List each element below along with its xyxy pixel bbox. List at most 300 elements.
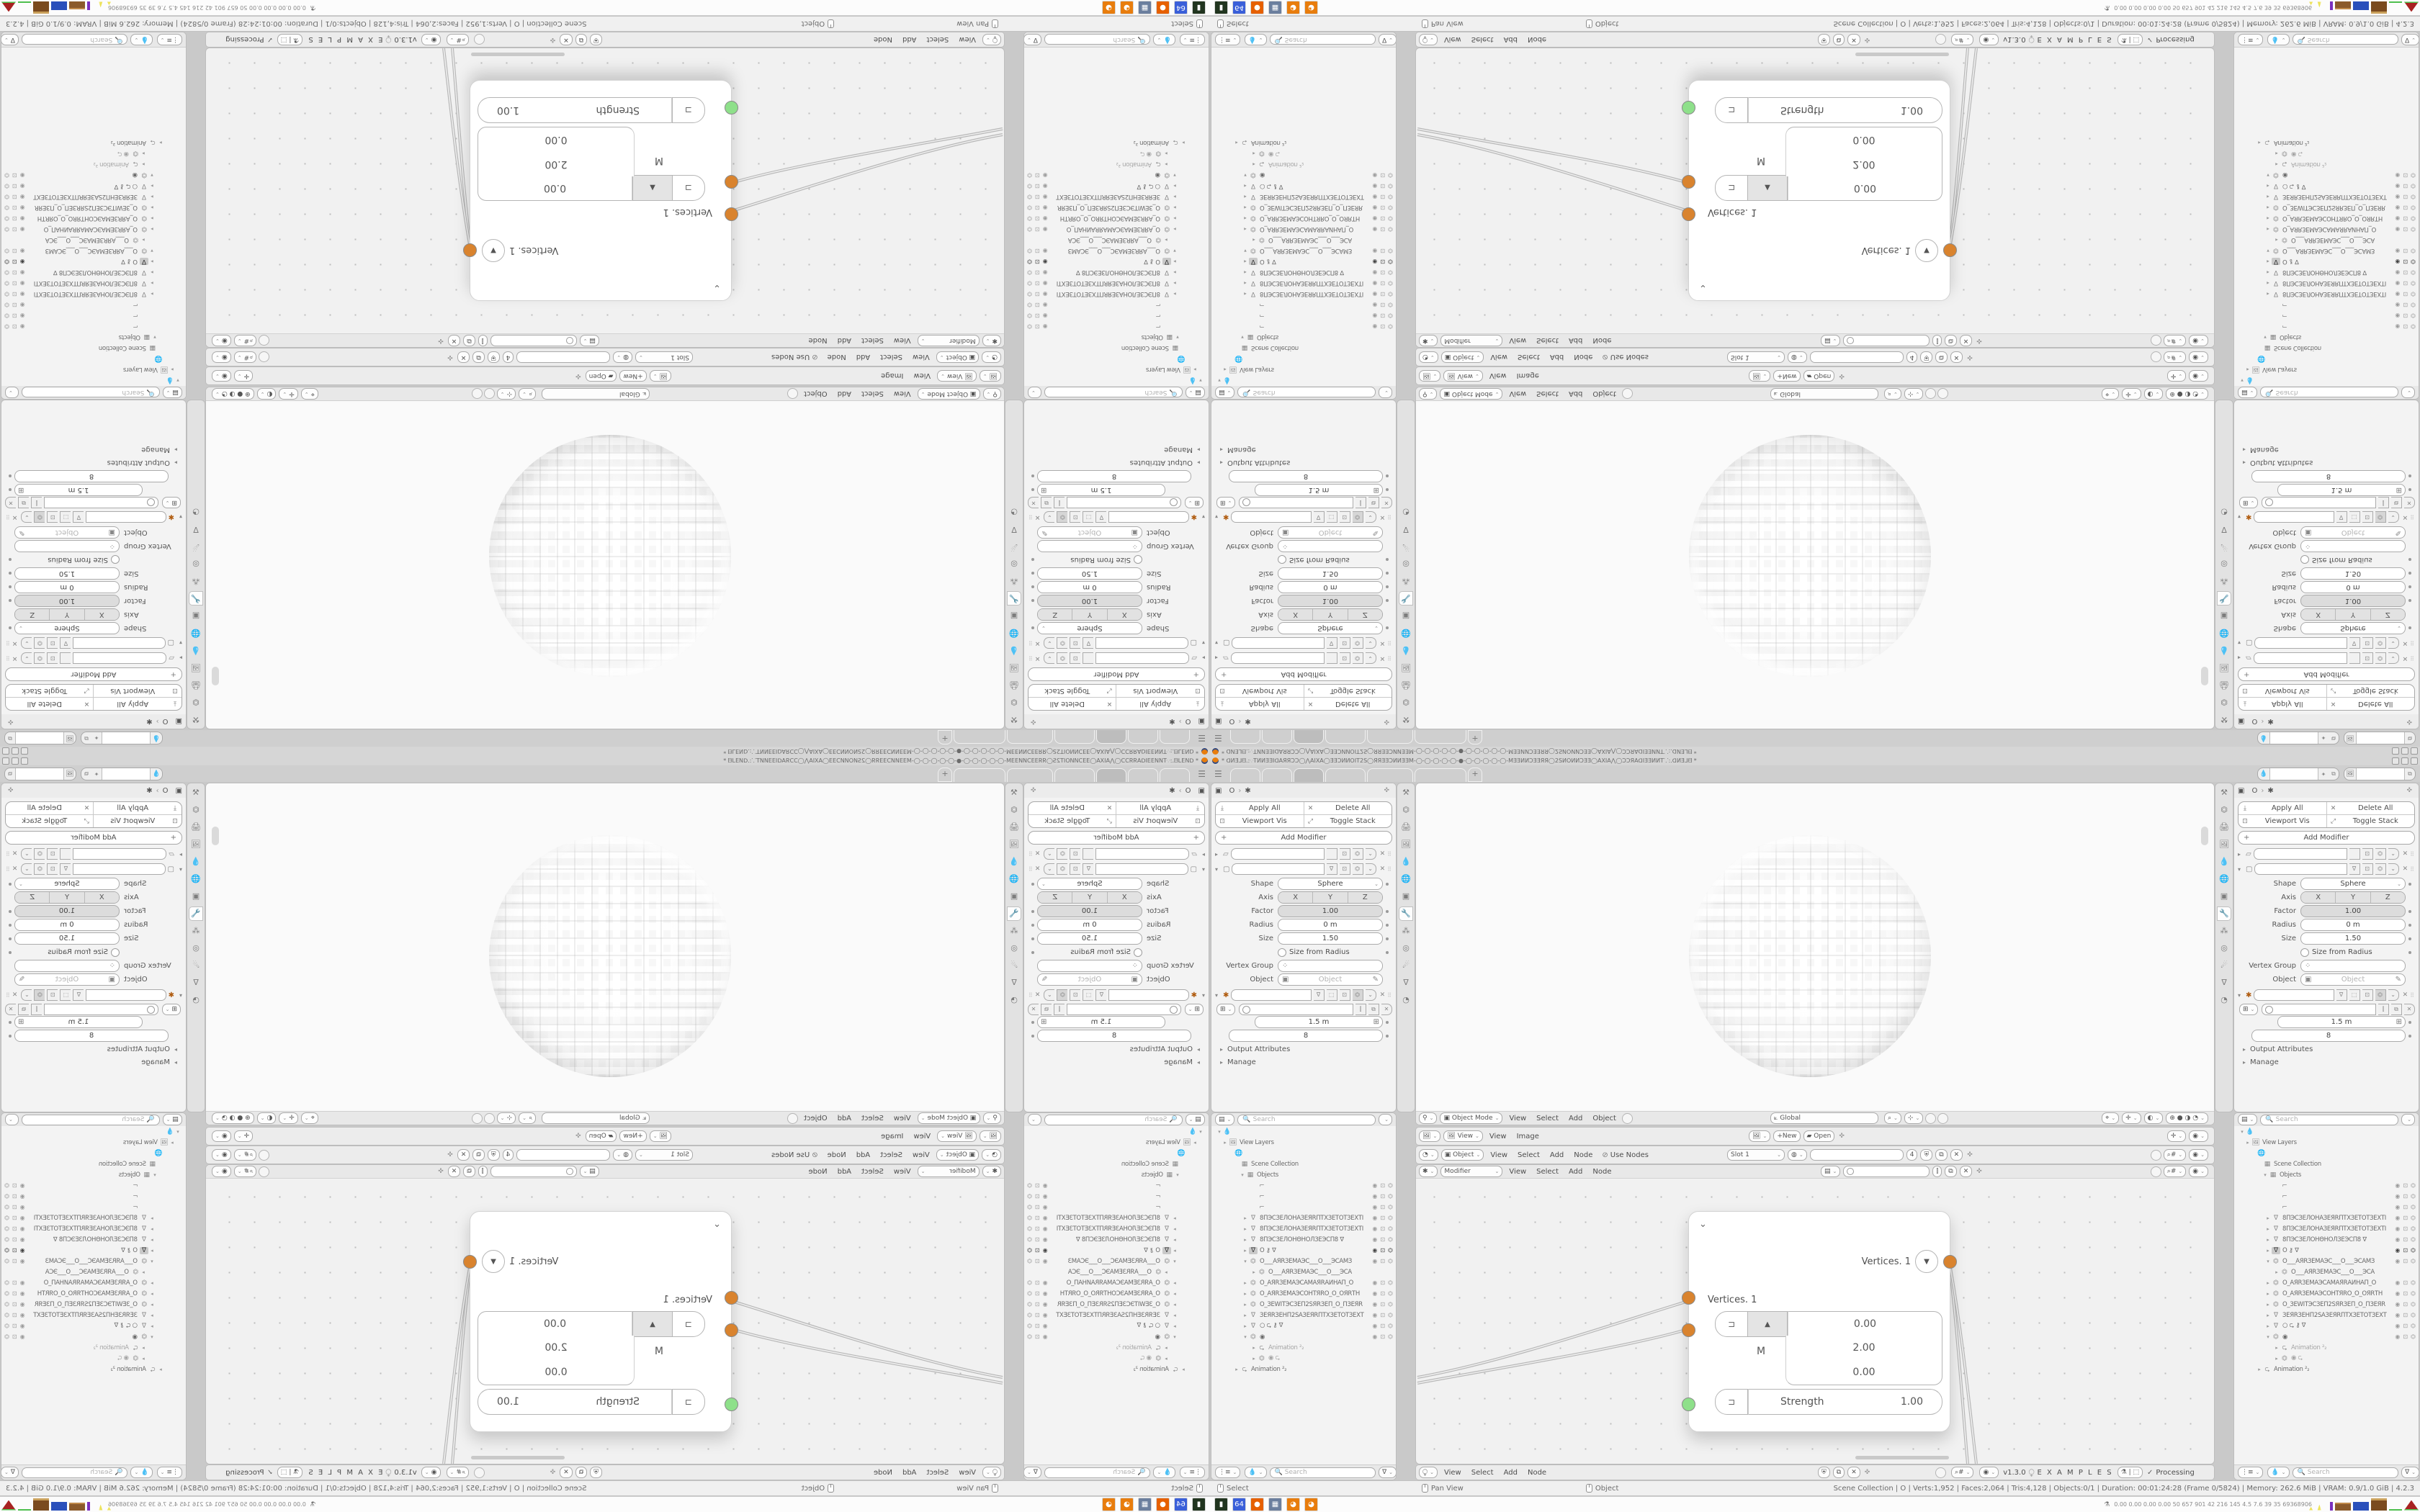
physics-tab-icon[interactable]: ◎ (192, 943, 200, 953)
eyedropper-icon[interactable]: ✎ (2395, 528, 2401, 536)
outliner-object-row[interactable] (1024, 235, 1209, 246)
material-slot-dropdown[interactable]: Slot 1 ⌄ (635, 1149, 693, 1161)
eye-icon[interactable]: ◉ (1372, 1182, 1378, 1189)
pin-icon[interactable]: ✦ (94, 734, 99, 742)
output-tab-icon[interactable]: 🖨 (1401, 822, 1411, 832)
eyedropper-icon[interactable]: ✎ (1372, 976, 1379, 984)
screen-icon[interactable]: ⊡ (1380, 312, 1386, 319)
node-canvas[interactable] (206, 48, 1004, 333)
edit-mode-toggle[interactable]: ⬚ (2349, 511, 2360, 523)
expand-icon[interactable]: ▸ (1173, 204, 1176, 211)
tool-tab-icon[interactable]: ⚒ (1402, 715, 1410, 724)
node-canvas[interactable] (1416, 48, 2214, 333)
snap-dropdown[interactable]: ⌕ ⌄ (519, 1112, 536, 1124)
object-name[interactable]: 8ПЭСЗЕЛОНАЗЕЯRПТХЗЕТОТЗЕХТI (2282, 290, 2386, 298)
screen-icon[interactable]: ⊡ (12, 215, 17, 222)
eyedropper-icon[interactable]: ✎ (19, 976, 25, 984)
addon-tools-group[interactable]: ⚗ | ⬚ (277, 34, 302, 45)
object-name[interactable]: ○ ⮎ ⚷ ∇ (114, 1321, 138, 1329)
overlays-dropdown[interactable]: ◉ ⌄ (1979, 34, 1999, 45)
viewport-vis-button[interactable]: ⊡ Viewport Vis (1116, 815, 1205, 827)
expand-icon[interactable]: ▾ (176, 1128, 179, 1135)
object-name[interactable]: ○ ⮎ ⚷ ∇ (2282, 1321, 2306, 1329)
outliner-tree-header-row[interactable] (2234, 332, 2419, 343)
screen-icon[interactable]: ⊡ (12, 1193, 17, 1200)
blender-icon[interactable]: ◕ (1304, 1498, 1318, 1511)
expand-icon[interactable]: ▸ (1244, 269, 1247, 276)
outliner-object-row[interactable] (1, 1266, 186, 1277)
object-name[interactable]: View Layers (123, 1138, 158, 1146)
object-name[interactable]: 8ПЭСЗЕЛОНАЗЕЯRПТХЗЕТОТЗЕХТI (1057, 290, 1160, 298)
screen-icon[interactable]: ⊡ (12, 1236, 17, 1243)
cast-modifier-header[interactable] (1028, 863, 1205, 876)
filter-dropdown[interactable]: ⌄ (1379, 387, 1392, 398)
object-name[interactable]: O_ЗЕWIТЭСЗЕП2SЯRЗЕП_O_ПЗЕЯR (35, 204, 138, 212)
pin-icon[interactable]: ✜ (438, 337, 444, 344)
realtime-toggle[interactable]: ⊡ (1340, 511, 1350, 523)
realtime-toggle[interactable]: ⊡ (47, 863, 58, 875)
realtime-toggle[interactable]: ⊡ (2362, 848, 2373, 860)
eye-icon[interactable]: ◉ (1042, 1215, 1048, 1221)
camera-toggle-icon[interactable]: ⏣ (1388, 312, 1393, 319)
pin-icon[interactable]: ✜ (575, 1133, 581, 1140)
screen-icon[interactable]: ⊡ (1380, 194, 1386, 200)
expand-icon[interactable]: ▸ (151, 215, 153, 222)
outliner-object-row[interactable] (1, 1331, 186, 1342)
expand-icon[interactable]: ▸ (1173, 1290, 1176, 1297)
properties-breadcrumb[interactable]: ▣ O › ✱ ✜ (2234, 714, 2419, 729)
viewport-scroll-handle[interactable] (212, 667, 219, 685)
camera-toggle-icon[interactable]: ⏣ (2411, 183, 2416, 189)
eyedropper-icon[interactable]: ✎ (1041, 976, 1048, 984)
pin-icon[interactable]: ✦ (2321, 734, 2326, 742)
material-tab-icon[interactable]: ◔ (1010, 995, 1018, 1004)
eye-icon[interactable]: ◉ (19, 280, 25, 287)
radius-field[interactable]: 0 m (1037, 581, 1142, 593)
outliner-tree-header-row[interactable] (1211, 1126, 1396, 1137)
render-tab-icon[interactable]: ⏣ (1402, 698, 1410, 707)
view-layer-tab-icon[interactable]: 🖼 (1009, 840, 1019, 849)
eye-icon[interactable]: ◉ (1372, 1258, 1378, 1264)
size-from-radius-checkbox[interactable]: Size from Radius (14, 556, 120, 564)
manage-section[interactable]: ▸ Manage (141, 1058, 177, 1066)
particles-tab-icon[interactable]: ⁂ (2220, 926, 2228, 935)
outliner-object-row[interactable] (1, 138, 186, 148)
camera-toggle-icon[interactable]: ⏣ (2411, 312, 2416, 319)
expand-icon[interactable]: ▸ (2267, 215, 2269, 222)
axis-x-button[interactable]: X (84, 609, 119, 620)
eye-icon[interactable]: ◉ (2395, 1225, 2401, 1232)
snap-dropdown[interactable]: ⌕ # ⌄ (2164, 335, 2186, 346)
maximize-icon[interactable] (12, 757, 19, 765)
camera-toggle-icon[interactable]: ⏣ (1027, 302, 1032, 308)
camera-toggle-icon[interactable]: ⏣ (4, 1215, 9, 1221)
camera-toggle-icon[interactable]: ⏣ (4, 194, 9, 200)
outliner-object-row[interactable] (1024, 1277, 1209, 1288)
camera-toggle-icon[interactable]: ⏣ (2411, 280, 2416, 287)
collapse-icon[interactable]: ▾ (179, 513, 182, 521)
modifier-header-collapsed[interactable] (1215, 847, 1392, 860)
collapse-icon[interactable]: ▾ (2238, 639, 2241, 647)
drag-handle[interactable]: ⠿ (5, 654, 10, 662)
fake-user-toggle[interactable]: ⫿ (1355, 497, 1366, 508)
render-toggle[interactable]: ⏣ (1057, 652, 1067, 664)
display-mode-dropdown[interactable]: ▤ ⌄ (163, 1114, 182, 1125)
node-group-selector-row[interactable] (2238, 497, 2415, 508)
physics-tab-icon[interactable]: ◎ (192, 559, 200, 569)
modifier-name-field[interactable] (1231, 652, 1325, 664)
object-name[interactable]: Animation ²₂ (1133, 1365, 1169, 1373)
outliner-tree-header-row[interactable] (1, 1158, 186, 1169)
outliner-object-row[interactable] (1211, 1277, 1396, 1288)
outliner-object-row[interactable] (1, 278, 186, 289)
shader-type-dropdown[interactable]: ▣ Object ⌄ (1441, 1149, 1484, 1161)
object-name[interactable]: Animation ²₂ (1116, 161, 1152, 168)
object-name[interactable]: Objects (1257, 333, 1279, 341)
expand-icon[interactable]: ▸ (142, 1355, 145, 1362)
collapse-chevron-icon[interactable]: ⌄ (1699, 282, 1707, 293)
outliner-tree-header-row[interactable] (1211, 1169, 1396, 1180)
outliner-object-row[interactable] (2234, 310, 2419, 321)
eye-icon[interactable]: ◉ (2395, 183, 2401, 189)
menu-add[interactable]: Add (1569, 1167, 1583, 1176)
node-canvas[interactable] (1416, 1179, 2214, 1464)
strength-input-row[interactable] (1715, 1389, 1942, 1415)
snap-dropdown[interactable]: ⌕ # ⌄ (234, 351, 256, 363)
expand-icon[interactable]: ▸ (1244, 1236, 1247, 1243)
outliner-object-row[interactable] (2234, 1234, 2419, 1245)
geonodes-input-1-field[interactable]: 1.5 m ⊞ (2277, 1016, 2406, 1028)
camera-toggle-icon[interactable]: ⏣ (1388, 226, 1393, 233)
output-dropdown-button[interactable]: ▼ (1915, 1250, 1938, 1273)
window-titlebar[interactable] (1210, 756, 2420, 765)
menu-view[interactable]: View (959, 1468, 976, 1477)
axis-y-button[interactable]: Y (1072, 609, 1106, 620)
eye-icon[interactable]: ◉ (1042, 269, 1048, 276)
object-name[interactable]: Animation ²₂ (110, 139, 146, 147)
camera-toggle-icon[interactable]: ⏣ (2411, 226, 2416, 233)
outliner-object-row[interactable] (1211, 1223, 1396, 1234)
add-workspace-button[interactable]: + (1468, 730, 1482, 744)
vector-input-group[interactable] (1715, 1311, 1942, 1385)
viewport-vis-button[interactable]: ⊡ Viewport Vis (94, 685, 182, 697)
unlink-button[interactable]: ✕ (1847, 1467, 1860, 1478)
expand-icon[interactable]: ▾ (2241, 1128, 2244, 1135)
object-name[interactable]: O___АЯRЗЕМАЭС___O___ЭСА (1068, 236, 1152, 244)
maximize-icon[interactable] (2401, 747, 2408, 755)
installer-64-icon[interactable]: 64 (1174, 1, 1188, 14)
editor-type-dropdown[interactable]: ✱ ⌄ (982, 1166, 1001, 1177)
expand-icon[interactable]: ▸ (1182, 140, 1185, 146)
camera-toggle-icon[interactable]: ⏣ (1388, 1215, 1393, 1221)
firefox-icon[interactable]: ● (1156, 1, 1170, 14)
render-toggle[interactable]: ⏣ (1353, 652, 1363, 664)
camera-toggle-icon[interactable]: ⏣ (1027, 323, 1032, 330)
annotate-icon[interactable] (1935, 35, 1946, 45)
outliner-tree-header-row[interactable] (1, 364, 186, 375)
copy-icon[interactable]: ⧉ (1945, 1166, 1956, 1177)
object-name[interactable]: O_АЯRЗЕМАЭСАМАЯRАИНАП_O (1260, 1279, 1353, 1287)
overlays-dropdown[interactable]: ◉ ⌄ (2189, 1149, 2208, 1161)
menu-image[interactable]: Image (1516, 372, 1539, 380)
screen-icon[interactable]: ⊡ (2403, 248, 2408, 254)
pin-icon[interactable]: ✜ (2406, 718, 2412, 725)
camera-toggle-icon[interactable]: ⏣ (1027, 1323, 1032, 1329)
data-tab-icon[interactable]: ∇ (193, 525, 199, 534)
apply-all-button[interactable]: ⤓ Apply All (2238, 698, 2327, 710)
output-tab-icon[interactable]: 🖨 (2219, 822, 2229, 832)
vector-z-field[interactable]: 0.00 (1785, 1360, 1942, 1385)
outliner-object-row[interactable] (1211, 321, 1396, 332)
collapse-vector-button[interactable]: ▲ (1748, 1311, 1788, 1337)
viewport-scroll-handle[interactable] (2201, 827, 2208, 845)
viewport-vis-button[interactable]: ⊡ Viewport Vis (1116, 685, 1205, 697)
screen-icon[interactable]: ⊡ (2403, 226, 2408, 233)
outliner-object-row[interactable] (1211, 267, 1396, 278)
expand-icon[interactable]: ▸ (1224, 1139, 1227, 1146)
add-modifier-button[interactable]: + Add Modifier (1028, 667, 1205, 681)
workspace-tab[interactable] (1007, 768, 1053, 782)
object-name[interactable]: O_АЯRЗЕМАЭСОНТЯRО_O_ОЯRТН (1260, 215, 1360, 222)
display-mode-dropdown[interactable]: ⋮≡ ⌄ (1215, 1467, 1240, 1478)
outliner-object-row[interactable] (1, 224, 186, 235)
outliner-tree[interactable] (1211, 47, 1396, 386)
screen-icon[interactable]: ⊡ (1034, 1193, 1040, 1200)
camera-toggle-icon[interactable]: ⏣ (2411, 1204, 2416, 1210)
screen-icon[interactable]: ⊡ (1380, 1279, 1386, 1286)
object-picker-field[interactable]: ▣ Object ✎ (1037, 973, 1142, 986)
gizmos-dropdown[interactable]: ⌖ ⌄ (301, 1112, 318, 1124)
camera-toggle-icon[interactable]: ⏣ (1388, 248, 1393, 254)
object-name[interactable]: ○ ⮎ ⚷ ∇ (1137, 1321, 1160, 1329)
input-plug-icon[interactable]: ⊐ (672, 175, 705, 201)
properties-breadcrumb[interactable]: ▣ O › ✱ ✜ (1, 714, 186, 729)
render-toggle[interactable]: ⏣ (34, 511, 45, 523)
menu-view[interactable]: View (1490, 1151, 1508, 1159)
menu-node[interactable]: Node (808, 336, 828, 345)
object-picker-field[interactable]: ▣ Object ✎ (14, 526, 120, 539)
scene-tab-icon[interactable]: 💧 (2219, 857, 2229, 866)
scene-tab-icon[interactable]: 💧 (191, 857, 201, 866)
world-tab-icon[interactable]: 🌐 (191, 629, 201, 638)
outliner-tree-header-row[interactable] (1211, 1158, 1396, 1169)
expand-icon[interactable]: ▾ (2267, 1258, 2269, 1264)
material-name-field[interactable] (516, 351, 610, 363)
object-name[interactable]: 8ПЭСЗЕЛОНΘНОЛЗЕЭСП8 ∇ (1260, 1236, 1344, 1243)
workspace-tab[interactable] (954, 768, 1005, 782)
axis-z-button[interactable]: Z (15, 892, 49, 903)
apply-all-button[interactable]: ⤓ Apply All (94, 802, 182, 814)
camera-toggle-icon[interactable]: ⏣ (1027, 1236, 1032, 1243)
size-from-radius-checkbox[interactable]: Size from Radius (2300, 556, 2406, 564)
copy-icon[interactable]: ⧉ (1935, 351, 1947, 363)
eye-icon[interactable]: ◉ (1372, 291, 1378, 297)
dropdown-toggle[interactable]: ⌄ (1044, 848, 1054, 860)
add-modifier-button[interactable]: + Add Modifier (5, 667, 182, 681)
outliner-tree-header-row[interactable] (2234, 1137, 2419, 1148)
geometry-node-editor[interactable] (1416, 48, 2214, 347)
shape-dropdown[interactable]: Sphere ⌄ (1037, 878, 1142, 890)
cast-modifier-header[interactable] (2238, 863, 2415, 876)
add-modifier-button[interactable]: + Add Modifier (2238, 831, 2415, 845)
screen-icon[interactable]: ⊡ (12, 1279, 17, 1286)
realtime-toggle[interactable]: ⊡ (1070, 989, 1080, 1001)
camera-toggle-icon[interactable]: ⏣ (1027, 291, 1032, 297)
input-socket-vertices[interactable] (725, 207, 738, 221)
modifiers-tab-icon[interactable]: 🔧 (1399, 592, 1412, 605)
constraints-tab-icon[interactable]: ☄ (192, 960, 200, 970)
unlink-button[interactable]: ✕ (1950, 1149, 1963, 1161)
constraints-tab-icon[interactable]: ☄ (1010, 542, 1018, 552)
drag-handle[interactable]: ⠿ (5, 850, 10, 858)
screen-icon[interactable]: ⊡ (2403, 183, 2408, 189)
camera-toggle-icon[interactable]: ⏣ (1027, 215, 1032, 222)
camera-toggle-icon[interactable]: ⏣ (2411, 1279, 2416, 1286)
data-tab-icon[interactable]: ∇ (1011, 978, 1017, 987)
overlays-dropdown[interactable]: ◉ ⌄ (212, 1149, 231, 1161)
node-tree-datablock-dropdown[interactable]: ▤ ⌄ (580, 1166, 599, 1177)
camera-toggle-icon[interactable]: ⏣ (1027, 258, 1032, 265)
use-nodes-checkbox[interactable]: ⊘ Use Nodes (771, 353, 818, 361)
outliner-tree-header-row[interactable] (1211, 343, 1396, 354)
expand-icon[interactable]: ▸ (1173, 1279, 1176, 1286)
workspace-tab[interactable] (1160, 730, 1190, 744)
eye-icon[interactable]: ◉ (1372, 204, 1378, 211)
display-mode-dropdown[interactable]: ▤ ⌄ (1186, 1114, 1205, 1125)
addon-tools-group[interactable]: ⚗ | ⬚ (277, 1467, 302, 1478)
menu-node[interactable]: Node (1574, 353, 1593, 361)
object-name[interactable]: O_АЯRЗЕМАЭСОНТЯRО_O_ОЯRТН (37, 1290, 138, 1297)
apply-all-button[interactable]: ⤓ Apply All (1116, 802, 1205, 814)
screen-icon[interactable]: ⊡ (1380, 302, 1386, 308)
object-name[interactable]: O_АЯRЗЕМАЭСАМАЯRАИНАП_O (1067, 1279, 1160, 1287)
cast-modifier-header[interactable] (5, 636, 182, 649)
fake-user-toggle[interactable]: ⛨ (1818, 1467, 1830, 1478)
expand-icon[interactable]: ▸ (1165, 1355, 1168, 1362)
expand-icon[interactable]: ▸ (2267, 280, 2269, 287)
axis-z-button[interactable]: Z (15, 609, 49, 620)
object-name[interactable]: Animation ²₂ (93, 161, 129, 168)
expand-icon[interactable]: ▸ (1201, 850, 1205, 858)
object-name[interactable]: View Layers (1240, 366, 1274, 374)
shading-mode-group[interactable]: ⊕ ● ◑ ◔ ⌄ (2166, 1112, 2208, 1124)
object-name[interactable]: O_ЗЕWIТЭСЗЕП2SЯRЗЕП_O_ПЗЕЯR (2282, 204, 2385, 212)
strength-input-row[interactable] (478, 1389, 705, 1415)
outliner-tree[interactable] (2234, 47, 2419, 386)
menu-view[interactable]: View (1509, 1114, 1527, 1122)
snap-dropdown[interactable]: ⌕ ⌄ (1884, 1112, 1901, 1124)
outliner-object-row[interactable] (1, 1223, 186, 1234)
eye-icon[interactable]: ◉ (19, 312, 25, 319)
outliner-tree-header-row[interactable] (1211, 364, 1396, 375)
window-titlebar[interactable] (0, 747, 1210, 756)
menu-add[interactable]: Add (837, 1114, 851, 1122)
eye-icon[interactable]: ◉ (19, 1236, 25, 1243)
expand-icon[interactable]: ▾ (1173, 172, 1176, 179)
eye-icon[interactable]: ◉ (2395, 194, 2401, 200)
data-tab-icon[interactable]: ∇ (1403, 525, 1409, 534)
annotate-icon[interactable] (259, 352, 269, 363)
camera-toggle-icon[interactable]: ⏣ (4, 1312, 9, 1318)
screen-icon[interactable]: ⊡ (1380, 291, 1386, 297)
axis-x-button[interactable]: X (2301, 892, 2336, 903)
object-name[interactable]: ◉ ⮎ (117, 1354, 129, 1362)
realtime-toggle[interactable]: ⊡ (1340, 848, 1350, 860)
overlays-dropdown[interactable]: ✛ ⌄ (279, 1112, 297, 1124)
close-icon[interactable]: ✕ (12, 865, 18, 873)
outliner-object-row[interactable] (1024, 1320, 1209, 1331)
expand-icon[interactable]: ▸ (2267, 1215, 2269, 1221)
outliner-tree-header-row[interactable] (1, 1148, 186, 1158)
object-tab-icon[interactable]: ▣ (192, 891, 200, 901)
camera-toggle-icon[interactable]: ⏣ (1027, 269, 1032, 276)
screen-icon[interactable]: ⊡ (1034, 1323, 1040, 1329)
outliner-object-row[interactable] (1, 1234, 186, 1245)
camera-toggle-icon[interactable]: ⏣ (1027, 1193, 1032, 1200)
menu-hamburger-icon[interactable]: ☰ (1198, 733, 1206, 743)
toggle-stack-button[interactable]: ⤢ Toggle Stack (1044, 687, 1113, 695)
workspace-tab[interactable] (1054, 730, 1095, 744)
eye-icon[interactable]: ◉ (1372, 1323, 1378, 1329)
object-name[interactable]: Objects (2280, 333, 2302, 341)
menu-add[interactable]: Add (837, 390, 851, 398)
outliner-object-row[interactable] (1024, 310, 1209, 321)
expand-icon[interactable]: ▸ (171, 366, 174, 373)
material-tab-icon[interactable]: ◔ (1402, 995, 1410, 1004)
size-from-radius-checkbox[interactable]: Size from Radius (1037, 948, 1142, 957)
eye-icon[interactable]: ◉ (1372, 248, 1378, 254)
screen-icon[interactable]: ⊡ (2403, 1182, 2408, 1189)
outliner-object-row[interactable] (2234, 1180, 2419, 1191)
axis-toggle-group[interactable] (14, 608, 120, 621)
eye-icon[interactable]: ◉ (1372, 1204, 1378, 1210)
screen-icon[interactable]: ⊡ (1034, 258, 1040, 265)
collapse-icon[interactable]: ▾ (1201, 513, 1205, 521)
outliner-object-row[interactable] (1024, 1266, 1209, 1277)
outliner-object-row[interactable] (1, 246, 186, 256)
expand-icon[interactable]: ▸ (1244, 1290, 1247, 1297)
eye-icon[interactable]: ◉ (1042, 215, 1048, 222)
shape-dropdown[interactable]: Sphere ⌄ (1037, 622, 1142, 634)
screen-icon[interactable]: ⊡ (1034, 1204, 1040, 1210)
screen-icon[interactable]: ⊡ (1380, 226, 1386, 233)
cast-modifier-header[interactable] (5, 863, 182, 876)
expand-icon[interactable]: ▸ (2267, 258, 2269, 265)
expand-icon[interactable]: ▸ (1244, 280, 1247, 287)
screen-icon[interactable]: ⊡ (12, 1301, 17, 1308)
camera-toggle-icon[interactable]: ⏣ (4, 269, 9, 276)
eye-icon[interactable]: ◉ (19, 1258, 25, 1264)
screen-icon[interactable]: ⊡ (1034, 1225, 1040, 1232)
screen-icon[interactable]: ⊡ (2403, 1323, 2408, 1329)
expand-icon[interactable]: ▸ (151, 1290, 153, 1297)
eye-icon[interactable]: ◉ (19, 248, 25, 254)
outliner-object-row[interactable] (1211, 1256, 1396, 1266)
editor-type-dropdown[interactable]: ⧬ ⌄ (1419, 1467, 1438, 1478)
expand-icon[interactable]: ▾ (151, 248, 153, 254)
eye-icon[interactable]: ◉ (1042, 1312, 1048, 1318)
eye-icon[interactable]: ◉ (1372, 1225, 1378, 1232)
screen-icon[interactable]: ⊡ (1380, 269, 1386, 276)
outliner-object-row[interactable] (1, 1180, 186, 1191)
object-name[interactable]: Animation ²₂ (2291, 1344, 2327, 1351)
outliner-object-row[interactable] (1, 1212, 186, 1223)
menu-select[interactable]: Select (926, 35, 949, 44)
camera-toggle-icon[interactable]: ⏣ (4, 1204, 9, 1210)
physics-tab-icon[interactable]: ◎ (1402, 559, 1410, 569)
realtime-toggle[interactable]: ⊡ (1340, 989, 1350, 1001)
close-icon[interactable]: ✕ (12, 654, 18, 662)
